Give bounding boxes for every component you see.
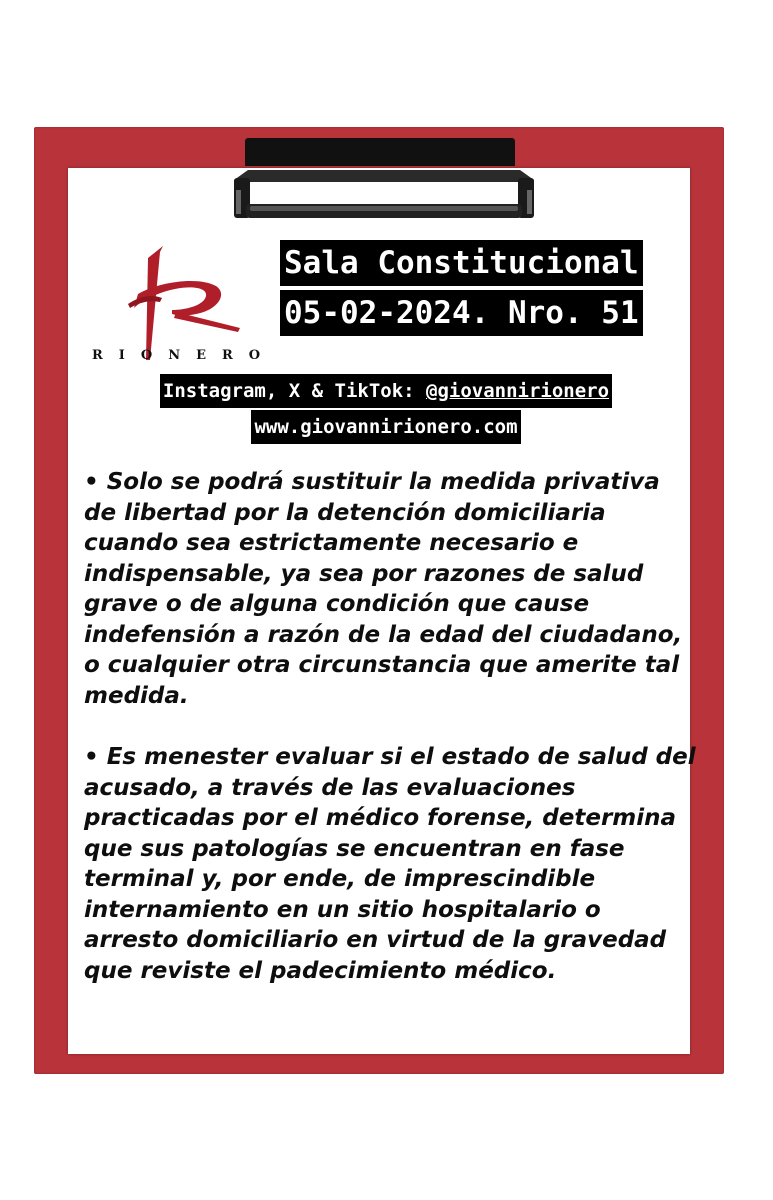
clipboard-clip-icon (228, 160, 540, 226)
social-prefix: Instagram, X & TikTok: (162, 380, 427, 402)
bullet-paragraph-1: • Solo se podrá sustituir la medida privativa de libertad por la detención domiciliaria cuando sea estrictamente necesario e indispensable, ya sea por razones de salud grave o de alguna condición que cause indefensión a razón de la edad del ciudadano, o cualquier otra circunstancia que amerite tal medida. (84, 469, 683, 709)
ruling-summary (84, 467, 696, 1017)
case-title (280, 240, 643, 340)
social-handle-link[interactable]: @giovannirionero (426, 380, 610, 402)
case-title-line1: Sala Constitucional (280, 240, 643, 286)
website-link[interactable]: www.giovannirionero.com (251, 410, 520, 444)
social-block (80, 374, 692, 446)
logo-wordmark: RIONERO (92, 348, 277, 363)
case-title-line2: 05-02-2024. Nro. 51 (280, 290, 643, 336)
social-handles (160, 374, 612, 408)
bullet-paragraph-2: • Es menester evaluar si el estado de salud del acusado, a través de las evaluaciones practicadas por el médico forense, determina que sus patologías se encuentran en fase terminal y, por ende, de imprescindible internamiento en un sitio hospitalario o arresto domiciliario en virtud de la gravedad que reviste el padecimiento médico. (84, 744, 696, 984)
